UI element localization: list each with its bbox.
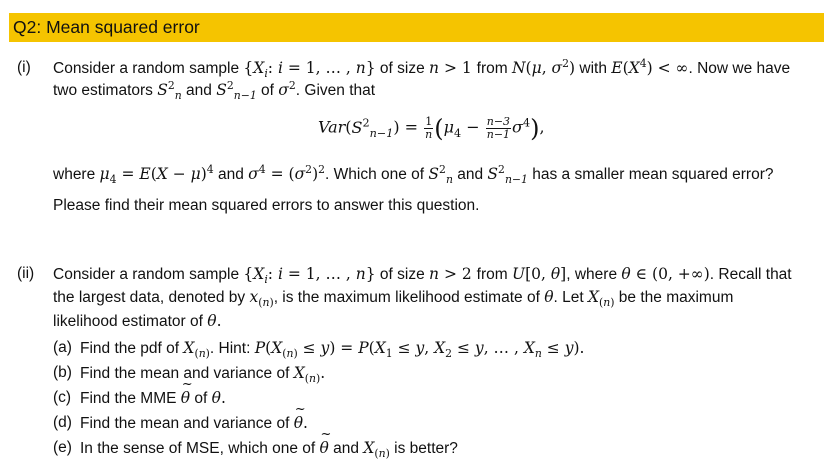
part-i-where: where $\mu_4 = E(X - \mu)^4$ and $\sigma^4 = (\sigma^2)^2$. Which one of $S^2_n$ and $S^2_{n-1}$ has a smaller mean squared error? xyxy=(53,162,774,187)
item-a-label: (a) xyxy=(53,339,72,356)
part-i-line-2: two estimators $S^2_n$ and $S^2_{n-1}$ of $\sigma^2$. Given that xyxy=(53,78,376,103)
item-d-label: (d) xyxy=(53,414,72,431)
part-i-please: Please find their mean squared errors to answer this question. xyxy=(53,197,480,214)
item-c-label: (c) xyxy=(53,389,72,406)
part-ii-line-1: Consider a random sample {$X_i$: i = 1, … , n} of size n > 2 from U[0, θ], where θ ∈ (0, +∞). Recall that xyxy=(53,265,792,287)
item-b-text: Find the mean and variance of $X_{(n)}$. xyxy=(80,364,326,386)
item-a-text: Find the pdf of $X_{(n)}$. Hint: $P(X_{(n)} \le y) = P(X_1 \le y$, $X_2 \le y$, … , $X_n \le y$). xyxy=(80,339,585,361)
item-b-label: (b) xyxy=(53,364,72,381)
variance-formula xyxy=(0,116,826,150)
item-e-text: In the sense of MSE, which one of ~ θ and $X_{(n)}$ is better? xyxy=(80,437,458,460)
variance-formula-expr: $Var(S^2_{n-1})$ = $\frac{1}{n}$ ($\mu_4$ − $\frac{n-3}{n-1}$ $\sigma^4$), xyxy=(318,114,545,143)
part-i-label: (i) xyxy=(17,59,31,76)
question-title-text: Q2: Mean squared error xyxy=(13,17,200,37)
part-i-line-1: Consider a random sample {$X_i$: i = 1, … , n} of size n > 1 from N(μ, $\sigma^2$) with $E(X^4)$ < ∞. Now we have xyxy=(53,56,791,81)
part-ii-line-2: the largest data, denoted by $x_{(n)}$, is the maximum likelihood estimate of θ. Let $X_{(n)}$ be the maximum xyxy=(53,288,734,310)
part-ii-label: (ii) xyxy=(17,265,35,282)
part-ii-line-3: likelihood estimator of θ. xyxy=(53,312,222,330)
item-e-label: (e) xyxy=(53,439,72,456)
question-title xyxy=(9,13,824,42)
item-c-text: Find the MME ~ θ of θ. xyxy=(80,387,226,410)
item-d-text: Find the mean and variance of ~ θ. xyxy=(80,412,308,435)
